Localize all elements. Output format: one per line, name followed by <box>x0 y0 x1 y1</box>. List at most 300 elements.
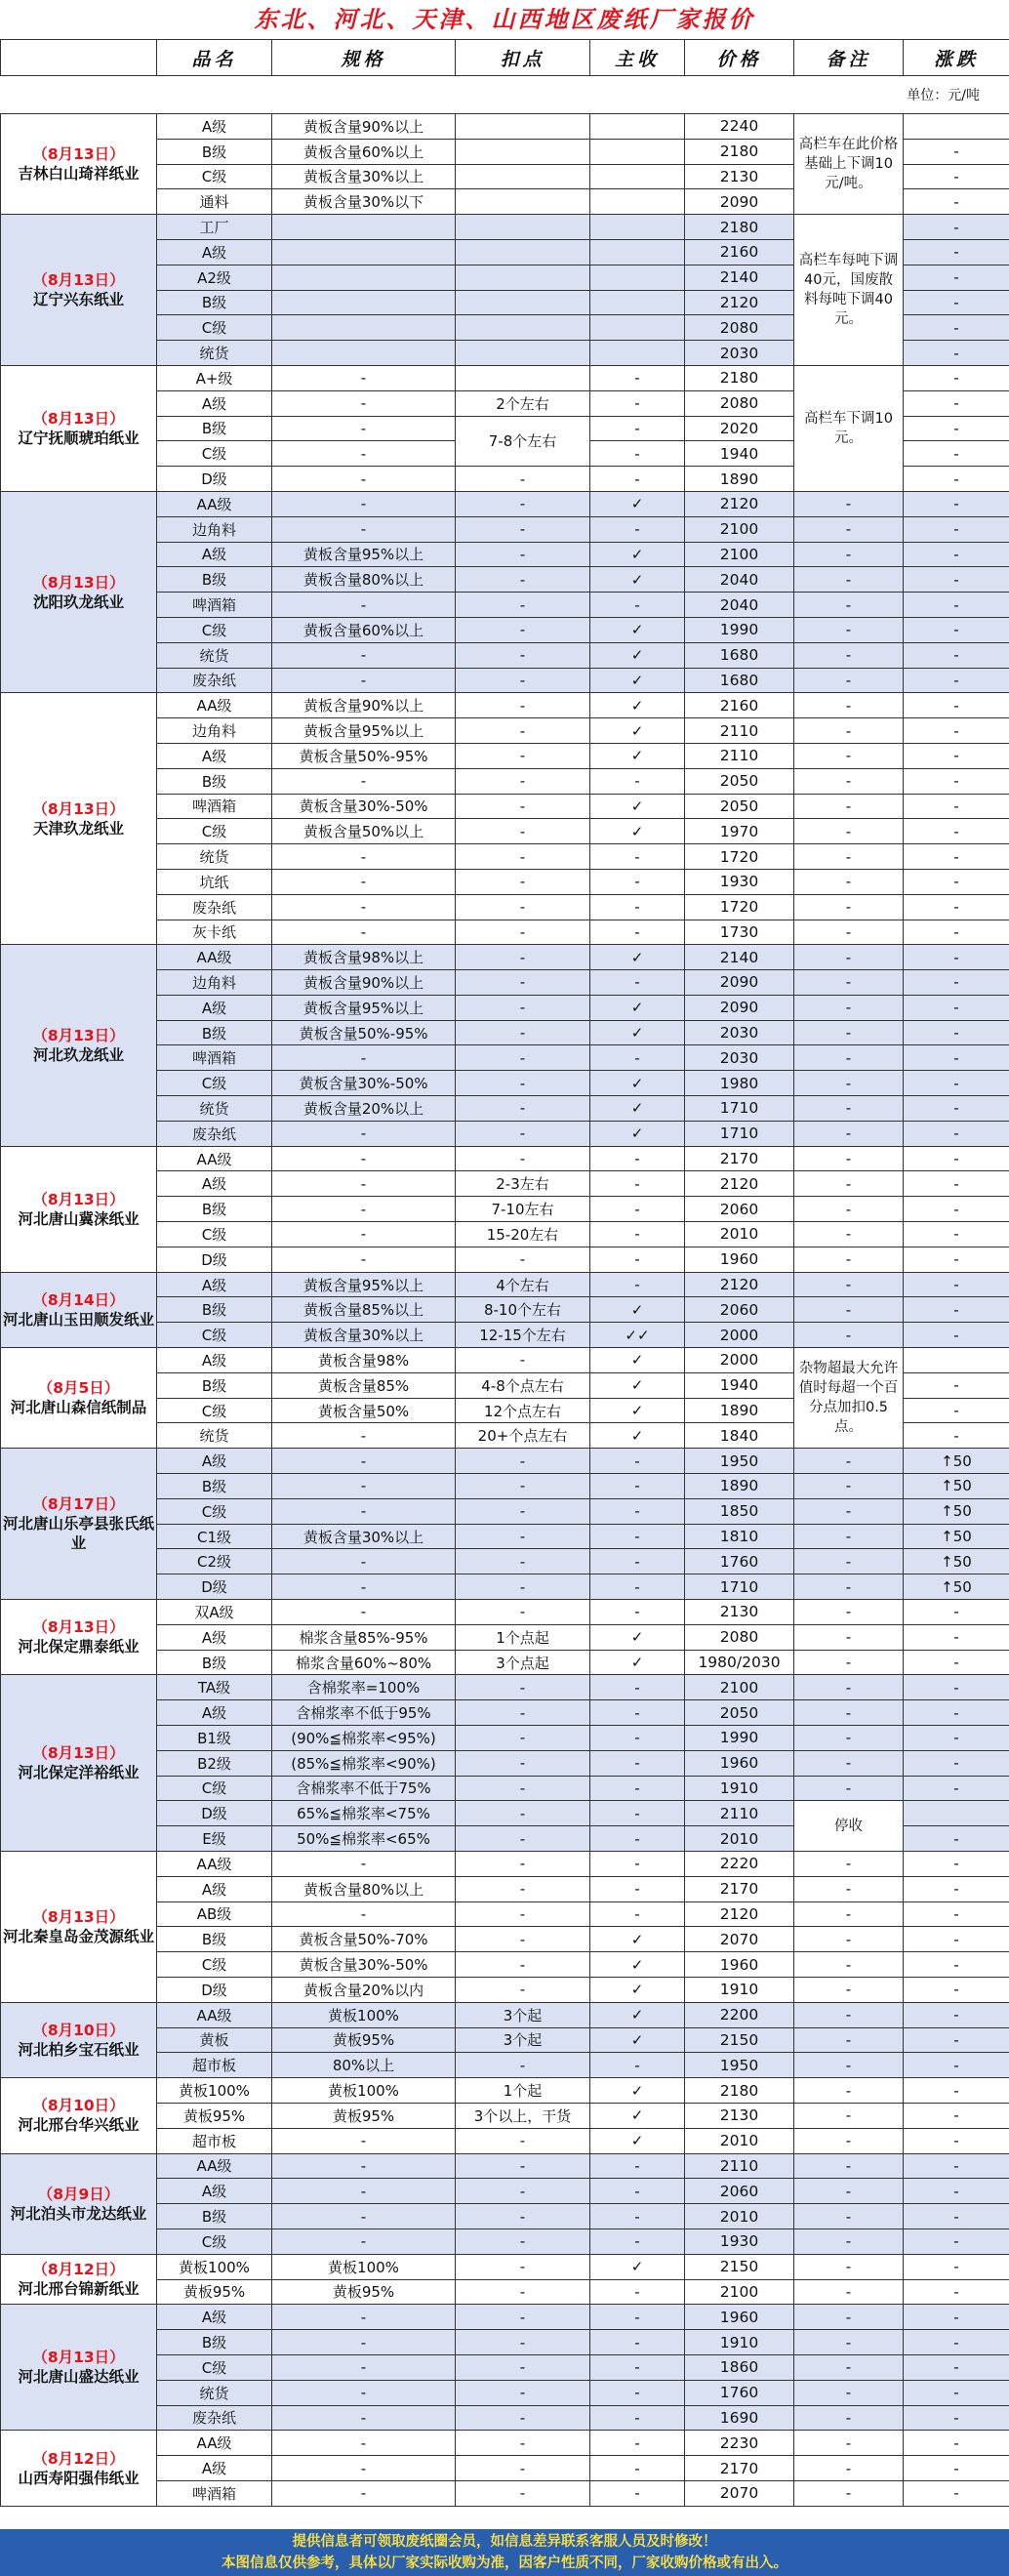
price-cell: 2200 <box>685 2002 794 2027</box>
spec-cell <box>272 239 456 265</box>
change-cell: - <box>904 390 1009 416</box>
column-header: 品名 <box>157 40 272 76</box>
price-cell: 2100 <box>685 1675 794 1700</box>
change-cell: - <box>904 441 1009 467</box>
spec-cell: - <box>272 869 456 894</box>
grade-cell: 废杂纸 <box>157 2405 272 2431</box>
change-cell: - <box>904 1423 1009 1449</box>
note-cell: - <box>794 2027 904 2053</box>
mill-date: （8月13日） <box>3 799 154 819</box>
price-cell: 1910 <box>685 2330 794 2355</box>
main-collect-cell: - <box>590 1750 685 1776</box>
spec-cell: 黄板含量50% <box>272 1398 456 1423</box>
price-cell: 2050 <box>685 768 794 794</box>
note-cell: - <box>794 995 904 1020</box>
spec-cell: - <box>272 2204 456 2229</box>
change-cell: - <box>904 2002 1009 2027</box>
price-cell: 2030 <box>685 341 794 366</box>
main-collect-cell: ✓ <box>590 567 685 593</box>
deduction-cell: - <box>456 1826 590 1852</box>
change-cell: - <box>904 189 1009 215</box>
spec-cell: - <box>272 1549 456 1574</box>
change-cell: - <box>904 2027 1009 2053</box>
column-header: 扣点 <box>456 40 590 76</box>
column-header <box>1 40 157 76</box>
price-cell: 2110 <box>685 743 794 768</box>
main-collect-cell: - <box>590 970 685 996</box>
main-collect-cell: - <box>590 844 685 870</box>
spec-cell: 黄板含量50%-95% <box>272 743 456 768</box>
deduction-cell: - <box>456 1600 590 1625</box>
mill-date: （8月13日） <box>3 1190 154 1209</box>
deduction-cell <box>456 290 590 315</box>
deduction-cell: 8-10个左右 <box>456 1297 590 1323</box>
grade-cell: A级 <box>157 2456 272 2481</box>
spec-cell: 黄板含量30%-50% <box>272 1952 456 1978</box>
grade-cell: AA级 <box>157 1146 272 1171</box>
note-cell: - <box>794 1121 904 1146</box>
price-cell: 2090 <box>685 995 794 1020</box>
price-cell: 1890 <box>685 1398 794 1423</box>
deduction-cell: 4-8个点左右 <box>456 1372 590 1398</box>
mill-date: （8月14日） <box>3 1290 154 1310</box>
grade-cell: D级 <box>157 1977 272 2002</box>
note-cell: - <box>794 2204 904 2229</box>
change-cell: - <box>904 2305 1009 2330</box>
main-collect-cell: - <box>590 1474 685 1499</box>
note-cell: - <box>794 2380 904 2405</box>
spec-cell: 黄板含量95%以上 <box>272 995 456 1020</box>
mill-name-cell <box>1 215 157 366</box>
change-cell: - <box>904 1398 1009 1423</box>
spec-cell: 黄板含量98% <box>272 1348 456 1373</box>
grade-cell: C级 <box>157 1952 272 1978</box>
spec-cell: 黄板含量85% <box>272 1372 456 1398</box>
mill-name: 河北唐山冀涞纸业 <box>3 1209 154 1229</box>
price-cell: 1890 <box>685 467 794 492</box>
main-collect-cell: - <box>590 1524 685 1549</box>
price-cell: 2180 <box>685 2078 794 2104</box>
mill-date: （8月9日） <box>3 2185 154 2204</box>
table-row <box>1 365 1009 390</box>
note-cell: 停收 <box>794 1801 904 1852</box>
mill-name-cell <box>1 2305 157 2431</box>
grade-cell: A级 <box>157 1449 272 1474</box>
change-cell: ↑50 <box>904 1498 1009 1524</box>
main-collect-cell: ✓ <box>590 491 685 516</box>
spec-cell: - <box>272 1498 456 1524</box>
column-header: 涨跌 <box>904 40 1009 76</box>
deduction-cell: 2-3左右 <box>456 1171 590 1197</box>
note-cell: - <box>794 2405 904 2431</box>
note-cell: - <box>794 743 904 768</box>
main-collect-cell: ✓ <box>590 1121 685 1146</box>
mill-name: 河北柏乡宝石纸业 <box>3 2040 154 2060</box>
note-cell: - <box>794 1675 904 1700</box>
price-cell: 2170 <box>685 1876 794 1901</box>
note-cell: - <box>794 2354 904 2380</box>
grade-cell: 统货 <box>157 844 272 870</box>
change-cell: - <box>904 920 1009 945</box>
deduction-cell: 7-8个左右 <box>456 416 590 467</box>
grade-cell: A2级 <box>157 265 272 290</box>
table-row <box>1 1449 1009 1474</box>
spec-cell: 含棉浆率不低于95% <box>272 1700 456 1726</box>
spec-cell: - <box>272 441 456 467</box>
mill-name-cell <box>1 1600 157 1675</box>
grade-cell: C级 <box>157 2354 272 2380</box>
deduction-cell: - <box>456 894 590 920</box>
change-cell: - <box>904 2228 1009 2254</box>
note-cell: - <box>794 567 904 593</box>
change-cell: - <box>904 844 1009 870</box>
spec-cell: - <box>272 1474 456 1499</box>
grade-cell: D级 <box>157 1574 272 1600</box>
spec-cell: - <box>272 1146 456 1171</box>
spec-cell: 黄板含量90%以上 <box>272 693 456 718</box>
note-cell: - <box>794 1901 904 1927</box>
table-row <box>1 693 1009 718</box>
note-cell: - <box>794 2053 904 2078</box>
spec-cell: - <box>272 2380 456 2405</box>
main-collect-cell: - <box>590 2480 685 2506</box>
price-cell: 2170 <box>685 2456 794 2481</box>
main-collect-cell: - <box>590 1851 685 1876</box>
grade-cell: 黄板100% <box>157 2078 272 2104</box>
price-cell: 2230 <box>685 2431 794 2456</box>
mill-date: （8月13日） <box>3 144 154 164</box>
deduction-cell: - <box>456 1801 590 1826</box>
spec-cell: 棉浆含量85%-95% <box>272 1624 456 1650</box>
mill-name: 沈阳玖龙纸业 <box>3 593 154 612</box>
change-cell: - <box>904 491 1009 516</box>
price-cell: 1960 <box>685 1247 794 1272</box>
change-cell: - <box>904 2431 1009 2456</box>
deduction-cell: - <box>456 2456 590 2481</box>
table-row <box>1 2078 1009 2104</box>
change-cell: - <box>904 1297 1009 1323</box>
note-cell: - <box>794 768 904 794</box>
note-cell: - <box>794 1449 904 1474</box>
note-cell: - <box>794 1071 904 1096</box>
spec-cell: 50%≦棉浆率<65% <box>272 1826 456 1852</box>
deduction-cell: 1个点起 <box>456 1624 590 1650</box>
price-cell: 2110 <box>685 2153 794 2179</box>
price-cell: 1710 <box>685 1121 794 1146</box>
spec-cell: - <box>272 1197 456 1222</box>
spec-cell: - <box>272 1247 456 1272</box>
change-cell: - <box>904 819 1009 844</box>
mill-name-cell <box>1 114 157 215</box>
price-cell: 2070 <box>685 1927 794 1952</box>
price-cell: 2130 <box>685 2103 794 2128</box>
deduction-cell: - <box>456 1146 590 1171</box>
main-collect-cell <box>590 164 685 189</box>
column-header: 价格 <box>685 40 794 76</box>
change-cell: - <box>904 768 1009 794</box>
deduction-cell: - <box>456 2228 590 2254</box>
note-cell: - <box>794 2431 904 2456</box>
deduction-cell: - <box>456 1096 590 1122</box>
spec-cell: 黄板含量20%以内 <box>272 1977 456 2002</box>
mill-name-cell <box>1 365 157 491</box>
main-collect-cell: ✓ <box>590 1952 685 1978</box>
column-header: 备注 <box>794 40 904 76</box>
price-cell: 1680 <box>685 668 794 693</box>
grade-cell: TA级 <box>157 1675 272 1700</box>
spec-cell: - <box>272 593 456 618</box>
spec-cell: 黄板含量20%以上 <box>272 1096 456 1122</box>
spec-cell: 黄板含量30%以上 <box>272 164 456 189</box>
note-cell: - <box>794 1750 904 1776</box>
spec-cell: 黄板含量95%以上 <box>272 542 456 567</box>
deduction-cell: - <box>456 2053 590 2078</box>
spec-cell: - <box>272 491 456 516</box>
grade-cell: A级 <box>157 1876 272 1901</box>
note-cell: 高栏车下调10元。 <box>794 365 904 491</box>
deduction-cell: - <box>456 2380 590 2405</box>
note-cell: - <box>794 2456 904 2481</box>
grade-cell: 黄板95% <box>157 2279 272 2305</box>
deduction-cell: - <box>456 1549 590 1574</box>
grade-cell: A级 <box>157 1700 272 1726</box>
grade-cell: B级 <box>157 1197 272 1222</box>
mill-name: 河北唐山玉田顺发纸业 <box>3 1310 154 1329</box>
note-cell: - <box>794 1096 904 1122</box>
grade-cell: A级 <box>157 995 272 1020</box>
change-cell: - <box>904 970 1009 996</box>
change-cell: - <box>904 1197 1009 1222</box>
spec-cell: - <box>272 1121 456 1146</box>
main-collect-cell: - <box>590 441 685 467</box>
grade-cell: A级 <box>157 542 272 567</box>
main-collect-cell: ✓ <box>590 1020 685 1045</box>
deduction-cell: - <box>456 1045 590 1071</box>
header-row <box>1 40 1009 76</box>
mill-name-cell <box>1 1675 157 1852</box>
grade-cell: B级 <box>157 1474 272 1499</box>
main-collect-cell: - <box>590 2204 685 2229</box>
mill-date: （8月13日） <box>3 270 154 290</box>
change-cell: - <box>904 995 1009 1020</box>
note-cell: - <box>794 2153 904 2179</box>
spec-cell: 65%≦棉浆率<75% <box>272 1801 456 1826</box>
spec-cell: 黄板100% <box>272 2078 456 2104</box>
grade-cell: A级 <box>157 1348 272 1373</box>
note-cell: - <box>794 718 904 744</box>
spec-cell: - <box>272 2330 456 2355</box>
price-cell: 2150 <box>685 2254 794 2279</box>
price-cell: 2220 <box>685 1851 794 1876</box>
grade-cell: B级 <box>157 2330 272 2355</box>
note-cell: - <box>794 1020 904 1045</box>
note-cell: - <box>794 491 904 516</box>
main-collect-cell <box>590 341 685 366</box>
deduction-cell: - <box>456 1071 590 1096</box>
change-cell: - <box>904 542 1009 567</box>
deduction-cell: - <box>456 1348 590 1373</box>
note-cell: - <box>794 1927 904 1952</box>
price-cell: 2050 <box>685 794 794 819</box>
main-collect-cell: - <box>590 869 685 894</box>
note-cell: - <box>794 1952 904 1978</box>
spec-cell <box>272 290 456 315</box>
price-cell: 2120 <box>685 1901 794 1927</box>
main-collect-cell: ✓✓ <box>590 1323 685 1348</box>
price-cell: 2060 <box>685 1297 794 1323</box>
change-cell: - <box>904 1952 1009 1978</box>
mill-date: （8月13日） <box>3 1907 154 1927</box>
spec-cell: - <box>272 2305 456 2330</box>
table-row <box>1 2431 1009 2456</box>
grade-cell: C级 <box>157 1222 272 1247</box>
grade-cell: 双A级 <box>157 1600 272 1625</box>
price-cell: 1970 <box>685 819 794 844</box>
grade-cell: B级 <box>157 1650 272 1675</box>
deduction-cell: - <box>456 617 590 642</box>
change-cell: - <box>904 593 1009 618</box>
change-cell: - <box>904 1171 1009 1197</box>
deduction-cell: - <box>456 970 590 996</box>
deduction-cell: - <box>456 693 590 718</box>
spec-cell: 黄板含量60%以上 <box>272 617 456 642</box>
grade-cell: 统货 <box>157 1423 272 1449</box>
table-row <box>1 491 1009 516</box>
grade-cell: A级 <box>157 1272 272 1297</box>
change-cell: - <box>904 239 1009 265</box>
spec-cell: - <box>272 2354 456 2380</box>
mill-name-cell <box>1 2078 157 2153</box>
main-collect-cell: - <box>590 1801 685 1826</box>
mill-date: （8月17日） <box>3 1494 154 1514</box>
grade-cell: A级 <box>157 2305 272 2330</box>
main-collect-cell: ✓ <box>590 1297 685 1323</box>
main-collect-cell: ✓ <box>590 1096 685 1122</box>
change-cell: - <box>904 743 1009 768</box>
spec-cell: 黄板含量30%-50% <box>272 1071 456 1096</box>
note-cell: - <box>794 2254 904 2279</box>
price-cell: 1710 <box>685 1574 794 1600</box>
spec-cell: - <box>272 467 456 492</box>
price-cell: 2150 <box>685 2027 794 2053</box>
change-cell: ↑50 <box>904 1574 1009 1600</box>
price-cell: 1990 <box>685 617 794 642</box>
note-cell: - <box>794 970 904 996</box>
main-collect-cell: ✓ <box>590 995 685 1020</box>
deduction-cell: 4个左右 <box>456 1272 590 1297</box>
mill-name-cell <box>1 1272 157 1347</box>
grade-cell: C级 <box>157 1498 272 1524</box>
main-collect-cell: - <box>590 768 685 794</box>
change-cell: - <box>904 1927 1009 1952</box>
deduction-cell <box>456 164 590 189</box>
grade-cell: B2级 <box>157 1750 272 1776</box>
grade-cell: 黄板 <box>157 2027 272 2053</box>
mill-name-cell <box>1 1146 157 1272</box>
price-cell: 1980/2030 <box>685 1650 794 1675</box>
note-cell: - <box>794 1498 904 1524</box>
deduction-cell <box>456 139 590 164</box>
spec-cell: - <box>272 844 456 870</box>
main-collect-cell: - <box>590 1146 685 1171</box>
sheet-title: 东北、河北、天津、山西地区废纸厂家报价 <box>0 0 1009 39</box>
note-cell: - <box>794 1600 904 1625</box>
price-cell: 1910 <box>685 1977 794 2002</box>
change-cell: - <box>904 1600 1009 1625</box>
price-cell: 2100 <box>685 516 794 542</box>
mill-name: 河北泊头市龙达纸业 <box>3 2204 154 2224</box>
price-cell: 2240 <box>685 114 794 140</box>
price-cell: 2100 <box>685 2279 794 2305</box>
spec-cell: - <box>272 1574 456 1600</box>
grade-cell: 灰卡纸 <box>157 920 272 945</box>
grade-cell: 统货 <box>157 1096 272 1122</box>
grade-cell: E级 <box>157 1826 272 1852</box>
deduction-cell: - <box>456 2179 590 2204</box>
grade-cell: AA级 <box>157 945 272 970</box>
spec-cell: - <box>272 668 456 693</box>
note-cell: - <box>794 2002 904 2027</box>
grade-cell: AA级 <box>157 491 272 516</box>
main-collect-cell <box>590 315 685 341</box>
note-cell: - <box>794 2103 904 2128</box>
note-cell: - <box>794 668 904 693</box>
deduction-cell: 20+个点左右 <box>456 1423 590 1449</box>
change-cell: - <box>904 1071 1009 1096</box>
price-cell: 1760 <box>685 2380 794 2405</box>
spec-cell: - <box>272 2456 456 2481</box>
price-cell: 2070 <box>685 2480 794 2506</box>
main-collect-cell: - <box>590 2153 685 2179</box>
deduction-cell: - <box>456 2480 590 2506</box>
grade-cell: B级 <box>157 139 272 164</box>
main-collect-cell: - <box>590 2380 685 2405</box>
spec-cell: (90%≦棉浆率<95%) <box>272 1726 456 1751</box>
spec-cell: - <box>272 1171 456 1197</box>
price-cell: 2020 <box>685 416 794 441</box>
grade-cell: AA级 <box>157 2153 272 2179</box>
note-cell: - <box>794 1222 904 1247</box>
grade-cell: B级 <box>157 768 272 794</box>
spec-cell: - <box>272 1600 456 1625</box>
price-cell: 2110 <box>685 718 794 744</box>
note-cell: - <box>794 1197 904 1222</box>
change-cell: - <box>904 894 1009 920</box>
deduction-cell: - <box>456 2153 590 2179</box>
spec-cell: 含棉浆率不低于75% <box>272 1776 456 1801</box>
deduction-cell <box>456 114 590 140</box>
deduction-cell: - <box>456 1776 590 1801</box>
main-collect-cell <box>590 139 685 164</box>
table-row <box>1 114 1009 140</box>
spec-cell: 黄板95% <box>272 2103 456 2128</box>
main-collect-cell: ✓ <box>590 1348 685 1373</box>
mill-name: 辽宁抚顺琥珀纸业 <box>3 429 154 448</box>
price-cell: 1960 <box>685 1750 794 1776</box>
deduction-cell: - <box>456 567 590 593</box>
note-cell: - <box>794 1650 904 1675</box>
note-cell: - <box>794 869 904 894</box>
deduction-cell <box>456 365 590 390</box>
grade-cell: 通料 <box>157 189 272 215</box>
deduction-cell: - <box>456 1750 590 1776</box>
change-cell: - <box>904 2128 1009 2153</box>
deduction-cell: - <box>456 516 590 542</box>
main-collect-cell <box>590 189 685 215</box>
price-cell: 2180 <box>685 215 794 240</box>
main-collect-cell: - <box>590 2279 685 2305</box>
spec-cell: - <box>272 1045 456 1071</box>
